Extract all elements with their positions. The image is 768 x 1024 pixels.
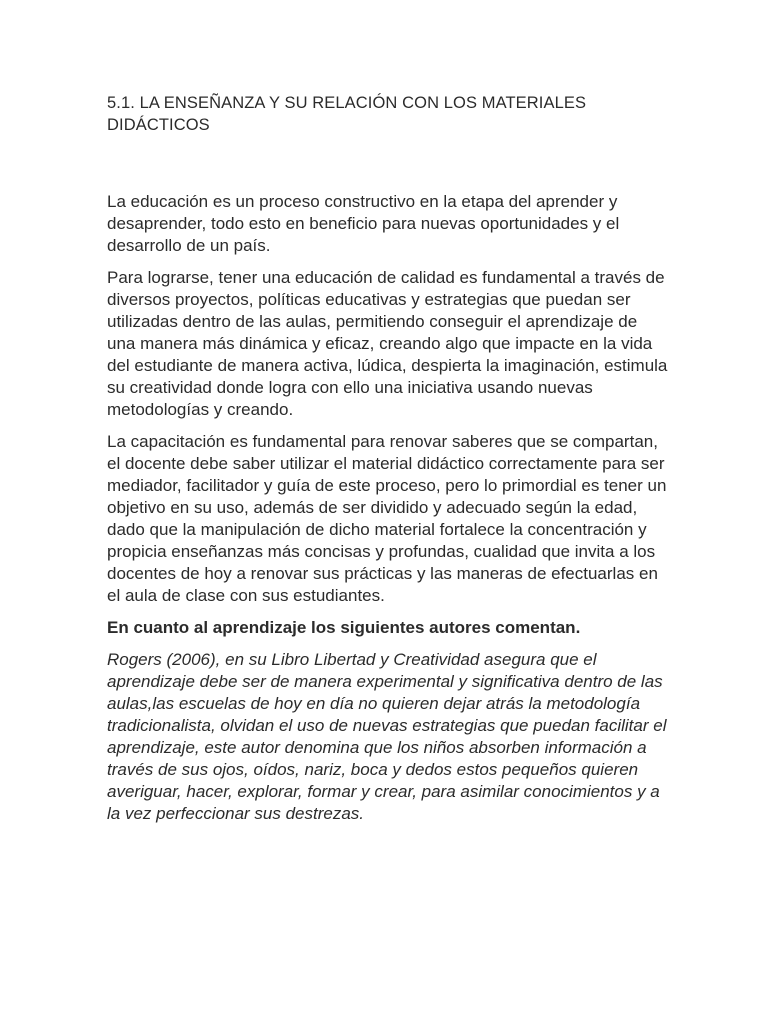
paragraph-quality: Para lograrse, tener una educación de calidad es fundamental a través de diversos proyectos, políticas educativas y estrategias que puedan ser utilizadas dentro de las aulas, permitiendo conseguir el aprendizaje de una manera más dinámica y eficaz, creando algo que impacte en la vida del estudiante de manera activa, lúdica, despierta la imaginación, estimula su creatividad donde logra con ello una iniciativa usando nuevas metodologías y creando.: [107, 268, 668, 419]
document-body: [107, 191, 668, 825]
paragraph-training: La capacitación es fundamental para renovar saberes que se compartan, el docente debe saber utilizar el material didáctico correctamente para ser mediador, facilitador y guía de este proceso, pero lo primordial es tener un objetivo en su uso, además de ser dividido y adecuado según la edad, dado que la manipulación de dicho material fortalece la concentración y propicia enseñanzas más concisas y profundas, cualidad que invita a los docentes de hoy a renovar sus prácticas y las maneras de efectuarlas en el aula de clase con sus estudiantes.: [107, 432, 667, 605]
subheading-authors: En cuanto al aprendizaje los siguientes autores comentan.: [107, 618, 581, 637]
quote-rogers: Rogers (2006), en su Libro Libertad y Creatividad asegura que el aprendizaje debe ser de manera experimental y significativa dentro de las aulas,las escuelas de hoy en día no quieren dejar atrás la metodología tradicionalista, olvidan el uso de nuevas estrategias que puedan facilitar el aprendizaje, este autor denomina que los niños absorben información a través de sus ojos, oídos, nariz, boca y dedos estos pequeños quieren averiguar, hacer, explorar, formar y crear, para asimilar conocimientos y a la vez perfeccionar sus destrezas.: [107, 650, 667, 823]
section-heading: 5.1. LA ENSEÑANZA Y SU RELACIÓN CON LOS MATERIALES DIDÁCTICOS: [107, 94, 587, 134]
paragraph-education: La educación es un proceso constructivo en la etapa del aprender y desaprender, todo esto en beneficio para nuevas oportunidades y el desarrollo de un país.: [107, 192, 620, 255]
